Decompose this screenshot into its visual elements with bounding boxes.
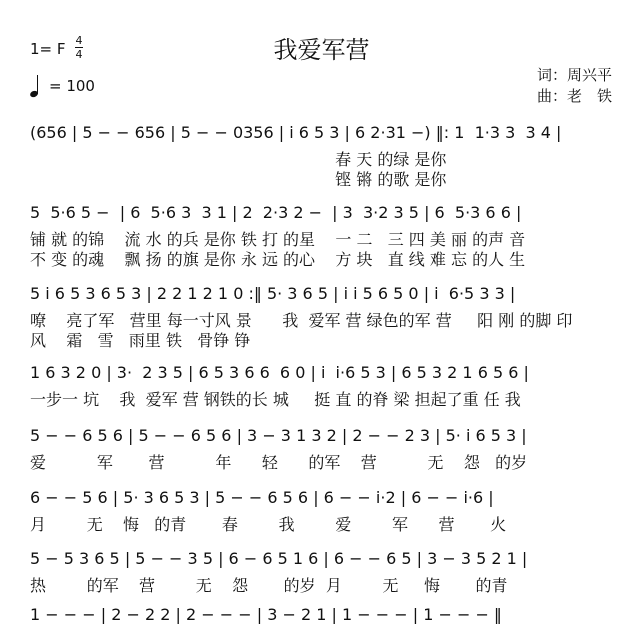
tempo-value: = 100: [49, 77, 95, 95]
score-row-4: [30, 363, 630, 413]
time-signature-top: 4: [75, 34, 83, 47]
tempo-marking: [30, 75, 95, 97]
lyrics-verse-2: 不 变 的魂 飘 扬 的旗 是你 永 远 的心 方 块 直 线 难 忘 的人 生: [30, 250, 526, 269]
score-row-5: [30, 426, 630, 476]
notes-line: (656 | 5 − − 656 | 5 − − 0356 | i 6 5 3 | 6 2·31 −) ‖: 1 1·3 3 3 4 |: [30, 123, 562, 142]
score-row-7: [30, 549, 630, 599]
key-signature: 1= F: [30, 40, 66, 58]
lyrics-verse-2: 铿 锵 的歌 是你: [30, 170, 447, 189]
notes-line: 5 5·6 5 − | 6 5·6 3 3 1 | 2 2·3 2 − | 3 3·2 3 5 | 6 5·3 6 6 |: [30, 203, 522, 222]
notes-line: 5 − − 6 5 6 | 5 − − 6 5 6 | 3 − 3 1 3 2 | 2 − − 2 3 | 5· i 6 5 3 |: [30, 426, 527, 445]
song-title: 我爱军营: [273, 36, 370, 64]
lyricist: 词：周兴平: [537, 66, 613, 84]
time-signature: [75, 35, 83, 60]
credits: [537, 65, 612, 107]
notes-line: 6 − − 5 6 | 5· 3 6 5 3 | 5 − − 6 5 6 | 6 − − i·2 | 6 − − i·6 |: [30, 488, 494, 507]
notes-line: 5 i 6 5 3 6 5 3 | 2 2 1 2 1 0 :‖ 5· 3 6 5 | i i 5 6 5 0 | i 6·5 3 3 |: [30, 284, 516, 303]
score-row-8: [30, 605, 630, 627]
score-row-6: [30, 488, 630, 538]
lyrics-verse-1: 月 无 悔 的青 春 我 爱 军 营 火: [30, 515, 507, 534]
score-row-3: [30, 284, 630, 354]
score-row-2: [30, 203, 630, 273]
lyrics-verse-2: 风 霜 雪 雨里 铁 骨铮 铮: [30, 331, 251, 350]
lyrics-verse-1: 爱 军 营 年 轻 的军 营 无 怨 的岁: [30, 453, 528, 472]
lyrics-verse-1: 一步一 坑 我 爱军 营 钢铁的长 城 挺 直 的脊 梁 担起了重 任 我: [30, 390, 521, 409]
notes-line: 1 6 3 2 0 | 3· 2 3 5 | 6 5 3 6 6 6 0 | i i·6 5 3 | 6 5 3 2 1 6 5 6 |: [30, 363, 529, 382]
quarter-note-icon: [30, 75, 39, 97]
lyrics-verse-1: 春 天 的绿 是你: [30, 150, 447, 169]
time-signature-bottom: 4: [75, 48, 83, 61]
lyrics-verse-1: 嘹 亮了军 营里 每一寸风 景 我 爱军 营 绿色的军 营 阳 刚 的脚 印: [30, 311, 573, 330]
lyrics-verse-1: 热 的军 营 无 怨 的岁 月 无 悔 的青: [30, 576, 508, 595]
lyrics-verse-1: 铺 就 的锦 流 水 的兵 是你 铁 打 的星 一 二 三 四 美 丽 的声 音: [30, 230, 526, 249]
composer: 曲：老 铁: [537, 87, 613, 105]
score-row-1: [30, 123, 630, 193]
notes-line: 5 − 5 3 6 5 | 5 − − 3 5 | 6 − 6 5 1 6 | 6 − − 6 5 | 3 − 3 5 2 1 |: [30, 549, 528, 568]
notes-line: 1 − − − | 2 − 2 2 | 2 − − − | 3 − 2 1 | 1 − − − | 1 − − − ‖: [30, 605, 502, 624]
